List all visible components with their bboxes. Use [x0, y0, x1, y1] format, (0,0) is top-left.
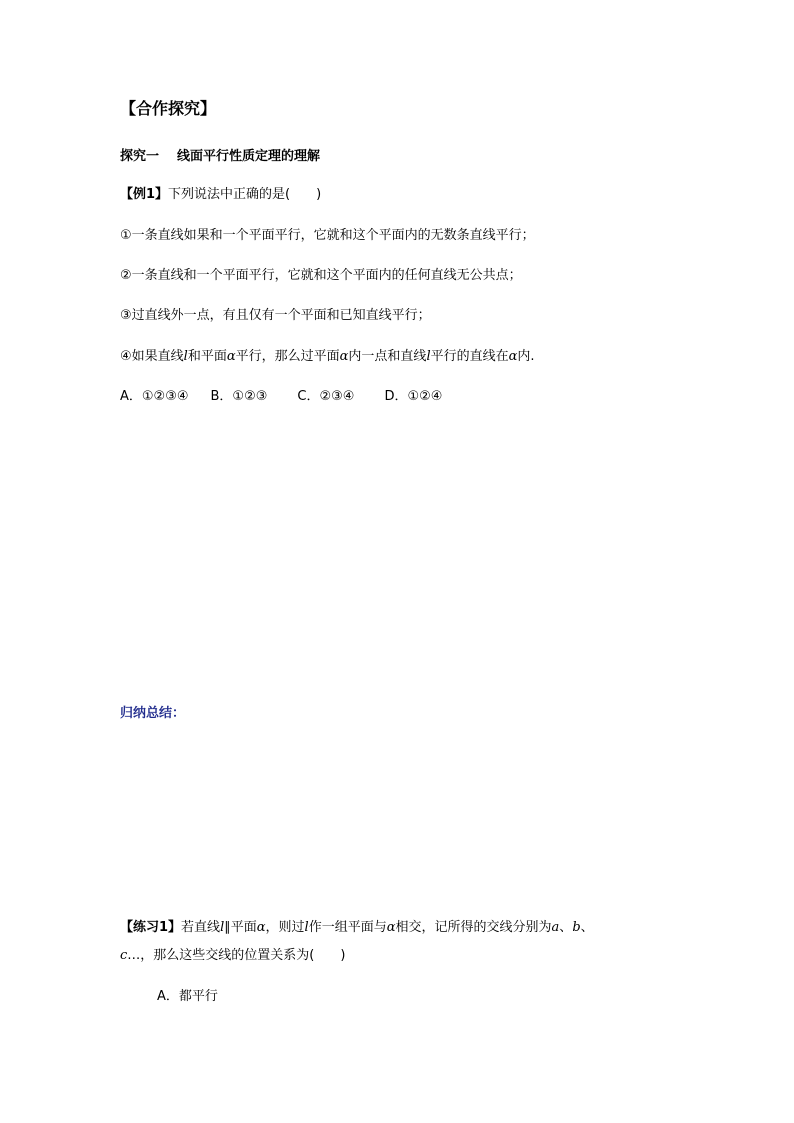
option-a: A．①②③④ — [120, 389, 189, 404]
statement-2: ②一条直线和一个平面平行，它就和这个平面内的任何直线无公共点； — [120, 268, 522, 283]
exercise1-text: 若直线 — [181, 920, 221, 935]
inquiry-title: 探究一 — [120, 149, 160, 164]
inquiry-topic: 线面平行性质定理的理解 — [177, 149, 321, 164]
exercise1-text: ，则过 — [265, 920, 305, 935]
statement-4-text: 内一点和直线 — [348, 349, 427, 364]
intersection-line-symbol: b — [572, 920, 581, 935]
exercise1-line1 — [120, 920, 594, 936]
plane-symbol: α — [339, 349, 349, 364]
statement-4-text: 内. — [517, 349, 535, 364]
plane-symbol: α — [386, 920, 396, 935]
option-c: C．②③④ — [297, 389, 355, 404]
line-symbol: l — [183, 349, 188, 364]
statement-1: ①一条直线如果和一个平面平行，它就和这个平面内的无数条直线平行； — [120, 228, 535, 243]
plane-symbol: α — [256, 920, 266, 935]
example1-question — [120, 187, 321, 203]
statement-4-text: ④如果直线 — [120, 349, 184, 364]
statement-4 — [120, 349, 535, 365]
statement-4-text: 平行的直线在 — [430, 349, 509, 364]
summary-label: 归纳总结： — [120, 706, 186, 721]
separator: 、 — [559, 920, 573, 935]
exercise1-text: 作一组平面与 — [308, 920, 387, 935]
option-d: D．①②④ — [384, 389, 443, 404]
line-symbol: l — [220, 920, 225, 935]
section-title: 【合作探究】 — [120, 99, 217, 118]
intersection-line-symbol: a — [551, 920, 560, 935]
line-symbol: l — [304, 920, 309, 935]
exercise1-option-a: A．都平行 — [157, 989, 218, 1004]
option-b: B．①②③ — [210, 389, 268, 404]
exercise1-label: 【练习1】 — [120, 920, 182, 935]
example1-options — [120, 389, 442, 405]
statement-4-text: 和平面 — [187, 349, 227, 364]
statement-3: ③过直线外一点，有且仅有一个平面和已知直线平行； — [120, 308, 431, 323]
exercise1-line2 — [120, 948, 345, 964]
exercise1-text: ∥平面 — [224, 920, 257, 935]
example1-label: 【例1】 — [120, 187, 169, 202]
inquiry-heading — [120, 149, 320, 165]
example1-question-text: 下列说法中正确的是( ) — [168, 187, 322, 202]
exercise1-text: …，那么这些交线的位置关系为( ) — [127, 948, 346, 963]
plane-symbol: α — [226, 349, 236, 364]
intersection-line-symbol: c — [120, 948, 128, 963]
plane-symbol: α — [508, 349, 518, 364]
statement-4-text: 平行，那么过平面 — [235, 349, 340, 364]
separator: 、 — [580, 920, 594, 935]
line-symbol: l — [426, 349, 431, 364]
exercise1-text: 相交，记所得的交线分别为 — [395, 920, 552, 935]
